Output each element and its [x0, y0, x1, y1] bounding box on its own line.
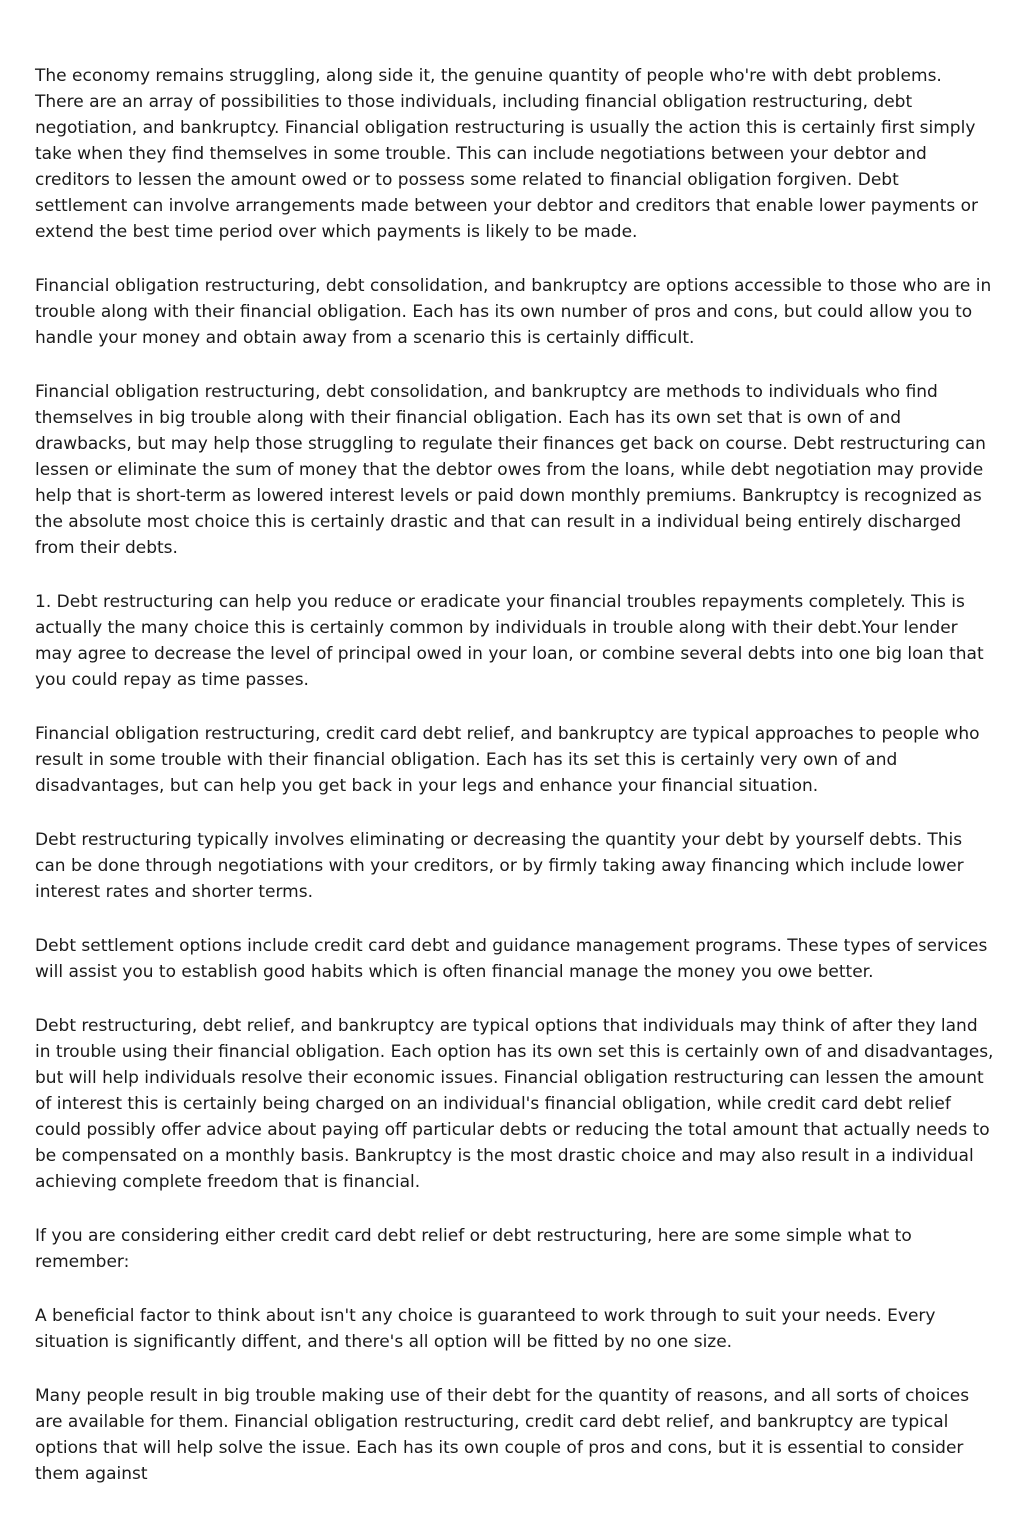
- paragraph-8: Debt restructuring, debt relief, and bankruptcy are typical options that individuals may think of after they land in trouble using their financial obligation. Each option has its own set this is certainly own of and disadvantages, but will help individuals resolve their economic issues. Financial obligation restructuring can lessen the amount of interest this is certainly being charged on an individual's financial obligation, while credit card debt relief could possibly offer advice about paying off particular debts or reducing the total amount that actually needs to be compensated on a monthly basis. Bankruptcy is the most drastic choice and may also result in a individual achieving complete freedom that is financial.: [35, 1016, 994, 1192]
- paragraph-2: Financial obligation restructuring, debt consolidation, and bankruptcy are options accessible to those who are in trouble along with their financial obligation. Each has its own number of pros and cons, but could allow you to handle your money and obtain away from a scenario this is certainly difficult.: [35, 276, 992, 348]
- paragraph-9: If you are considering either credit card debt relief or debt restructuring, here are some simple what to remember:: [35, 1226, 912, 1272]
- paragraph-1: The economy remains struggling, along side it, the genuine quantity of people who're with debt problems. There are an array of possibilities to those individuals, including financial obligation restructuring, debt negotiation, and bankruptcy. Financial obligation restructuring is usually the action this is certainly first simply take when they find themselves in some trouble. This can include negotiations between your debtor and creditors to lessen the amount owed or to possess some related to financial obligation forgiven. Debt settlement can involve arrangements made between your debtor and creditors that enable lower payments or extend the best time period over which payments is likely to be made.: [35, 66, 979, 242]
- paragraph-4: 1. Debt restructuring can help you reduce or eradicate your financial troubles repayments completely. This is actually the many choice this is certainly common by individuals in trouble along with their debt.Your lender may agree to decrease the level of principal owed in your loan, or combine several debts into one big loan that you could repay as time passes.: [35, 592, 984, 690]
- paragraph-10: A beneficial factor to think about isn't any choice is guaranteed to work through to suit your needs. Every situation is significantly diffent, and there's all option will be fitted by no one size.: [35, 1306, 936, 1352]
- paragraph-11: Many people result in big trouble making use of their debt for the quantity of reasons, and all sorts of choices are available for them. Financial obligation restructuring, credit card debt relief, and bankruptcy are typical options that will help solve the issue. Each has its own couple of pros and cons, but it is essential to consider them against: [35, 1386, 970, 1484]
- paragraph-3: Financial obligation restructuring, debt consolidation, and bankruptcy are methods to individuals who find themselves in big trouble along with their financial obligation. Each has its own set that is own of and drawbacks, but may help those struggling to regulate their finances get back on course. Debt restructuring can lessen or eliminate the sum of money that the debtor owes from the loans, while debt negotiation may provide help that is short-term as lowered interest levels or paid down monthly premiums. Bankruptcy is recognized as the absolute most choice this is certainly drastic and that can result in a individual being entirely discharged from their debts.: [35, 382, 986, 558]
- paragraph-7: Debt settlement options include credit card debt and guidance management programs. These types of services will assist you to establish good habits which is often financial manage the money you owe better.: [35, 936, 988, 982]
- paragraph-5: Financial obligation restructuring, credit card debt relief, and bankruptcy are typical approaches to people who result in some trouble with their financial obligation. Each has its set this is certainly very own of and disadvantages, but can help you get back in your legs and enhance your financial situation.: [35, 724, 980, 796]
- document-body: [35, 63, 995, 1515]
- paragraph-6: Debt restructuring typically involves eliminating or decreasing the quantity your debt by yourself debts. This can be done through negotiations with your creditors, or by firmly taking away financing which include lower interest rates and shorter terms.: [35, 830, 964, 902]
